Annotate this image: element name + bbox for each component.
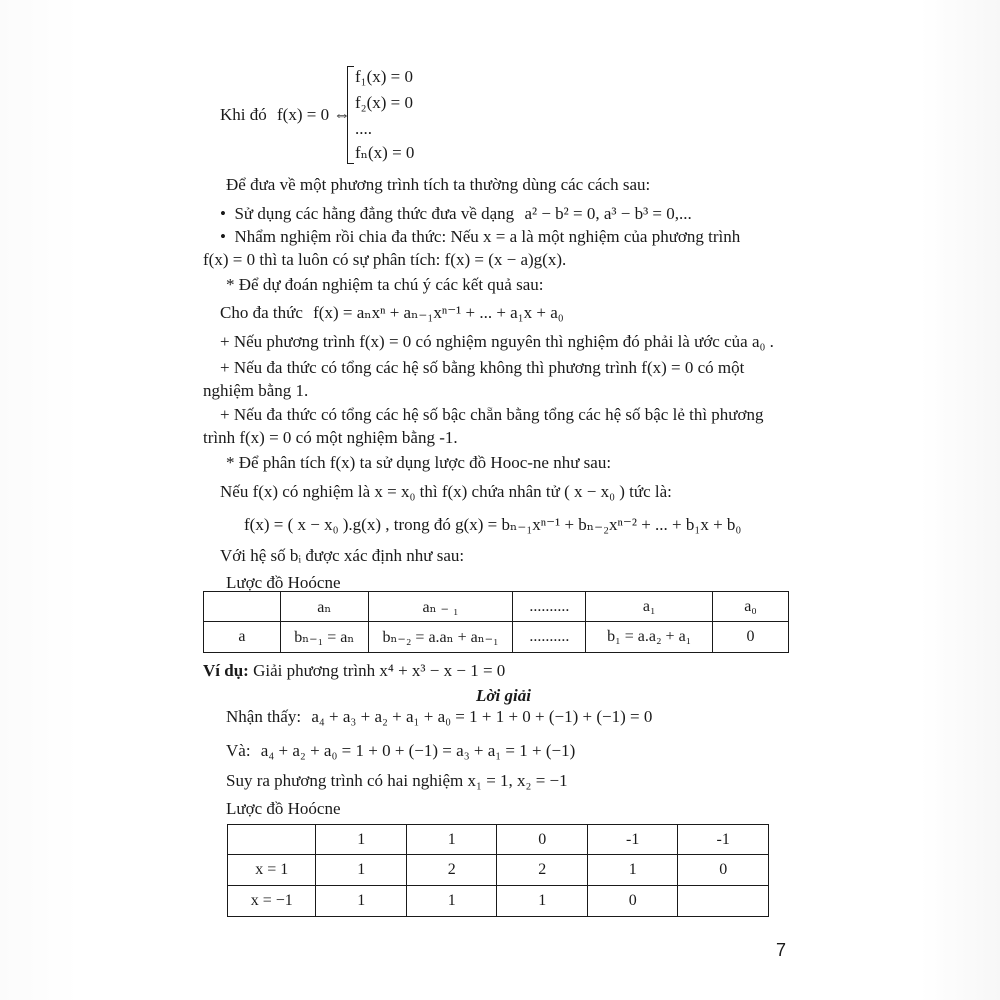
- poly-formula: f(x) = aₙxⁿ + aₙ₋₁xⁿ⁻¹ + ... + a₁x + a₀: [313, 303, 564, 322]
- rule-2-line-1: + Nếu đa thức có tổng các hệ số bằng không thì phương trình f(x) = 0 có một: [220, 358, 745, 377]
- table-cell: bₙ₋₂ = a.aₙ + aₙ₋₁: [368, 622, 513, 653]
- table-cell: 1: [406, 886, 497, 917]
- table-cell: 0: [497, 825, 588, 855]
- intro-lhs: f(x) = 0 ⇔: [277, 105, 351, 124]
- bullet-2-text: Nhẩm nghiệm rồi chia đa thức: Nếu x = a là một nghiệm của phương trình: [234, 227, 741, 246]
- system-eq-4: fₙ(x) = 0: [355, 143, 415, 162]
- table-1-title: Lược đồ Hoócne: [226, 573, 341, 592]
- example-label: Ví dụ:: [203, 661, 249, 680]
- intro-khi-do: [220, 104, 350, 126]
- table-cell: x = 1: [228, 855, 316, 886]
- system-bracket: [347, 66, 354, 164]
- table-cell: 1: [316, 825, 407, 855]
- table-cell: [678, 886, 769, 917]
- table-cell: x = −1: [228, 886, 316, 917]
- table-cell: aₙ ₋ ₁: [368, 592, 513, 622]
- table-cell: [228, 825, 316, 855]
- table-cell: 1: [316, 886, 407, 917]
- table-cell: b₁ = a.a₂ + a₁: [586, 622, 713, 653]
- step-1-math: a₄ + a₃ + a₂ + a₁ + a₀ = 1 + 1 + 0 + (−1) + (−1) = 0: [311, 707, 653, 726]
- horner-table-general: [203, 591, 789, 653]
- paragraph-1: Để đưa về một phương trình tích ta thường dùng các cách sau:: [226, 175, 651, 194]
- factor-formula: f(x) = ( x − x₀ ).g(x) , trong đó g(x) = bₙ₋₁xⁿ⁻¹ + bₙ₋₂xⁿ⁻² + ... + b₁x + b₀: [244, 515, 742, 534]
- bullet-1-math: a² − b² = 0, a³ − b³ = 0,...: [524, 204, 692, 223]
- table-cell: 0: [678, 855, 769, 886]
- rule-3-line-2: trình f(x) = 0 có một nghiệm bằng -1.: [203, 428, 458, 447]
- solution-title: Lời giải: [476, 686, 531, 705]
- solution-step-1: [226, 706, 652, 728]
- horner-table-example: [227, 824, 769, 917]
- table-cell: [204, 592, 281, 622]
- bullet-dot: •: [220, 204, 235, 223]
- step-2-label: Và:: [226, 741, 251, 760]
- table-cell: 0: [587, 886, 678, 917]
- example-line: [203, 660, 505, 682]
- rule-1: + Nếu phương trình f(x) = 0 có nghiệm nguyên thì nghiệm đó phải là ước của a₀ .: [220, 332, 774, 351]
- table-row: [228, 886, 769, 917]
- table-cell: ..........: [513, 592, 586, 622]
- bullet-dot: •: [220, 227, 235, 246]
- table-cell: 0: [713, 622, 789, 653]
- poly-intro: Cho đa thức: [220, 303, 303, 322]
- poly-line: [220, 302, 564, 324]
- table-cell: -1: [678, 825, 769, 855]
- table-row: [204, 622, 789, 653]
- page-number: 7: [776, 940, 787, 960]
- bullet-1-text: Sử dụng các hằng đẳng thức đưa về dạng: [234, 204, 515, 223]
- table-cell: 1: [406, 825, 497, 855]
- note-2: * Để phân tích f(x) ta sử dụng lược đồ Hooc-ne như sau:: [226, 453, 612, 472]
- system-eq-1: f₁(x) = 0: [355, 67, 413, 86]
- bullet-1: [220, 203, 692, 225]
- bullet-2-line-1: [220, 226, 740, 248]
- table-cell: 2: [406, 855, 497, 886]
- example-text: Giải phương trình x⁴ + x³ − x − 1 = 0: [253, 661, 506, 680]
- intro-text: Khi đó: [220, 105, 267, 124]
- table-cell: a₀: [713, 592, 789, 622]
- coef-line: Với hệ số bᵢ được xác định như sau:: [220, 546, 465, 565]
- table-cell: 2: [497, 855, 588, 886]
- table-cell: -1: [587, 825, 678, 855]
- solution-step-2: [226, 740, 575, 762]
- step-2-math: a₄ + a₂ + a₀ = 1 + 0 + (−1) = a₃ + a₁ = 1 + (−1): [260, 741, 576, 760]
- table-row: [228, 855, 769, 886]
- table-cell: bₙ₋₁ = aₙ: [280, 622, 368, 653]
- note-1: * Để dự đoán nghiệm ta chú ý các kết quả sau:: [226, 275, 544, 294]
- bullet-2-line-2: f(x) = 0 thì ta luôn có sự phân tích: f(x) = (x − a)g(x).: [203, 250, 567, 269]
- factor-line: Nếu f(x) có nghiệm là x = x₀ thì f(x) chứa nhân tử ( x − x₀ ) tức là:: [220, 482, 672, 501]
- table-row: [204, 592, 789, 622]
- table-cell: a: [204, 622, 281, 653]
- table-cell: aₙ: [280, 592, 368, 622]
- table-2-title: Lược đồ Hoócne: [226, 799, 341, 818]
- table-cell: ..........: [513, 622, 586, 653]
- rule-2-line-2: nghiệm bằng 1.: [203, 381, 309, 400]
- rule-3-line-1: + Nếu đa thức có tổng các hệ số bậc chẵn bằng tổng các hệ số bậc lẻ thì phương: [220, 405, 764, 424]
- step-1-label: Nhận thấy:: [226, 707, 302, 726]
- table-cell: 1: [316, 855, 407, 886]
- system-eq-3: ....: [355, 119, 372, 138]
- table-row: [228, 825, 769, 855]
- solution-step-3: Suy ra phương trình có hai nghiệm x₁ = 1, x₂ = −1: [226, 771, 568, 790]
- table-cell: 1: [497, 886, 588, 917]
- table-cell: 1: [587, 855, 678, 886]
- system-eq-2: f₂(x) = 0: [355, 93, 413, 112]
- table-cell: a₁: [586, 592, 713, 622]
